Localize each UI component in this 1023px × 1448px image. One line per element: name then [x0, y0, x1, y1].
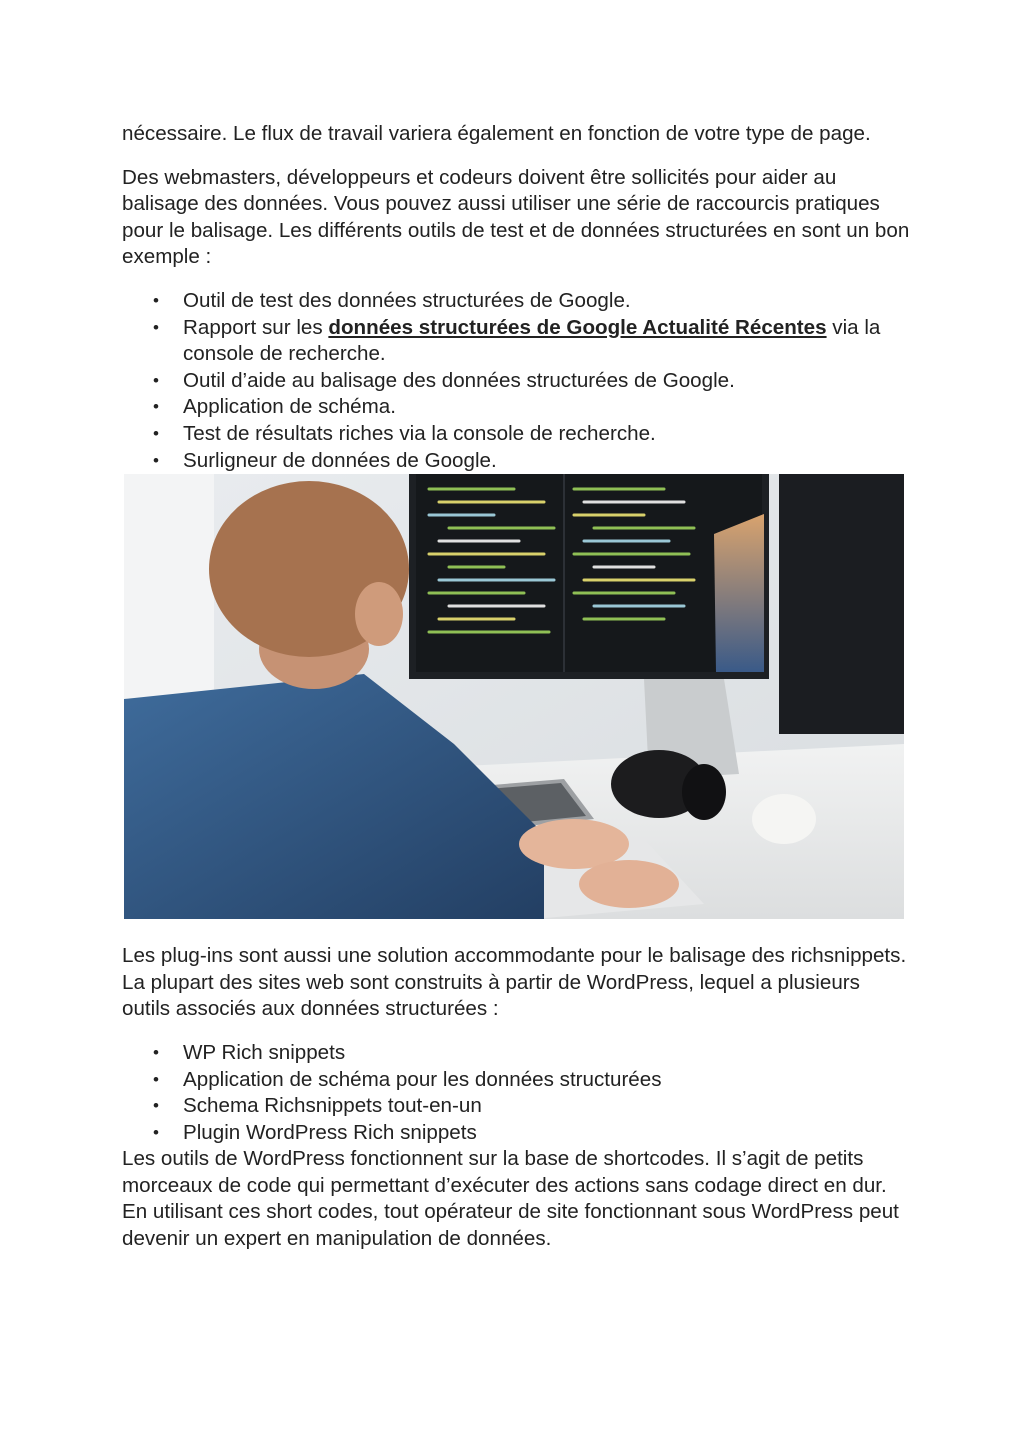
list-item-suffix: via la console de recherche. [183, 315, 881, 366]
list-item: • Application de schéma. [122, 394, 912, 421]
list-item: • Plugin WordPress Rich snippets [122, 1120, 912, 1147]
list-item: • Outil de test des données structurées de Google. [122, 288, 912, 315]
list-item-prefix: Rapport sur les [183, 315, 329, 339]
list-item: • WP Rich snippets [122, 1040, 912, 1067]
list-item [122, 315, 912, 368]
tools-list [122, 288, 912, 474]
list-item: • Outil d’aide au balisage des données structurées de Google. [122, 368, 912, 395]
paragraph-intro: nécessaire. Le flux de travail variera également en fonction de votre type de page. [122, 122, 871, 145]
google-news-structured-data-link[interactable]: données structurées de Google Actualité Récentes [328, 315, 827, 339]
wordpress-plugins-list [122, 1040, 912, 1146]
developer-photo [124, 474, 904, 919]
list-item: • Schema Richsnippets tout-en-un [122, 1093, 912, 1120]
list-item: • Application de schéma pour les données structurées [122, 1067, 912, 1094]
paragraph-webmasters: Des webmasters, développeurs et codeurs doivent être sollicités pour aider au balisage des données. Vous pouvez aussi utiliser une série de raccourcis pratiques pour le balisage. Les différents outils de test et de données structurées en sont un bon exemple : [122, 165, 910, 269]
list-item: • Surligneur de données de Google. [122, 448, 912, 475]
document-body [122, 121, 912, 1253]
paragraph-shortcodes: Les outils de WordPress fonctionnent sur la base de shortcodes. Il s’agit de petits morceaux de code qui permettant d’exécuter des actions sans codage direct en dur. En utilisant ces short codes, tout opérateur de site fonctionnant sous WordPress peut devenir un expert en manipulation de données. [122, 1147, 899, 1251]
list-item: • Test de résultats riches via la console de recherche. [122, 421, 912, 448]
paragraph-plugins: Les plug-ins sont aussi une solution accommodante pour le balisage des richsnippets. La plupart des sites web sont construits à partir de WordPress, lequel a plusieurs outils associés aux données structurées : [122, 944, 907, 1021]
